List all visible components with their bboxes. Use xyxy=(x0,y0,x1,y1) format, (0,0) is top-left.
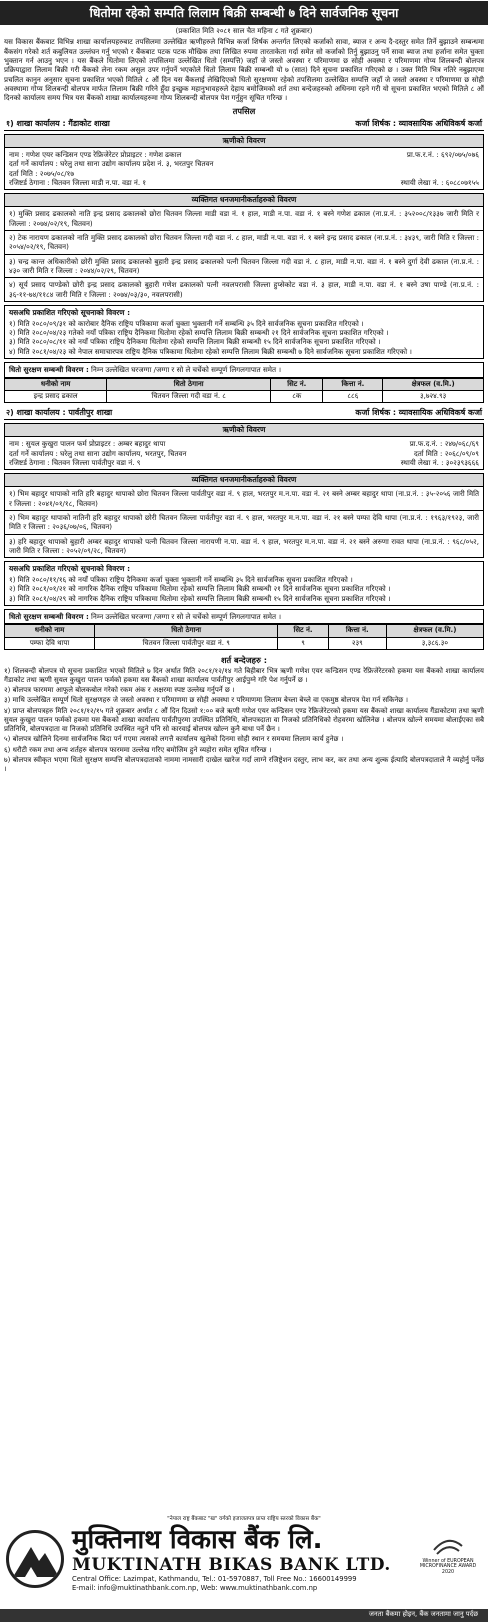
collateral-title-row xyxy=(4,609,484,624)
borrower-line xyxy=(9,150,479,159)
collateral-table xyxy=(4,378,484,403)
intro-paragraph: यस विकास बैंकबाट विभिन्न शाखा कार्यालयहरुबाट तपसिलमा उल्लेखित ऋणीहरुले विभिन्न कर्जा शिर्षक अन्तर्गत लिएको कर्जाको सावा, ब्याज र अन्य दै-दस्तुर समेत तिर्ने बुझाउने सम्बन्धमा बैंकसंग गरेको शर्त कबुलियत उल्लंघन गर्नु भएको र बैंकबाट पटक पटक मौखिक तथा लिखित रुपमा तारताकेता गर्दा समेत सो कर्जाको तिर्नु बुझाउनु पर्ने सावा ब्याज तथा हर्जाना समेत चुक्ता भुक्तान गर्न आउनु भएन । यस बैंकले धितोमा लिएको तपसिलमा उल्लेखित धितो (सम्पत्ति) जहाँ जे जस्तो अवस्था र परिमाणमा छ सोही अवस्था र परिमाणमा गोप्य शिलबन्दी बोलपत्र प्रक्रियाद्वारा लिलाम बिक्री गरी बैंकको लेना रकम असुल उपर गर्नुपर्ने भएकोले धितो लिलाम बिक्री सम्बन्धी यो ७ (सात) दिने सूचना प्रकाशित गरिएको छ । उक्त मिति भित्र नतिरे नबुझाएमा प्रचलित कानुन अनुसार सूचना प्रकाशित भएको मितिले ८ औं दिन यस बैंकलाई लेखिदिएको धितो सुरक्षणमा रहेको तपसिलमा उल्लेखित सम्पत्ति जहाँ जे जस्तो अवस्था र परिमाणमा छ सोही अवस्थामा गोप्य शिलबन्दी बोलपत्र मार्फत लिलाम बिक्री गरिने हुँदा इच्छुक महानुभावहरुले देहाय बमोजिमको शर्त तथा बन्देजहरुको अधिनमा रहने गरी यो सूचना प्रकाशित भएको मितिले ८ औं दिनको कार्यालय समय भित्र यस बैंकको शाखा कार्यालयहरुमा गोप्य शिलबन्दी बोलपत्र पेश गर्नुहुन सूचित गरिन्छ । xyxy=(4,37,484,103)
table-header: क्षेत्रफल (व.मि.) xyxy=(386,625,483,637)
conditions-list xyxy=(4,667,484,775)
table-row xyxy=(5,390,484,402)
condition-item: ६) धरौटी रकम तथा अन्य शर्तहरु बोलपत्र फारममा उल्लेख गरिए बमोजिम हुने व्यहोरा समेत सूचित गरिन्छ । xyxy=(4,745,272,754)
bank-name-np: मुक्तिनाथ विकास बैंक लि. xyxy=(72,1525,323,1556)
borrower-line xyxy=(9,449,479,458)
guarantor-item: २) टेक नारायण ढकालको नाति मुक्ति प्रसाद ढकालको छोरा चितवन जिल्ला गदी वडा नं. ८ हाल, माडी न.पा. वडा नं. १ बस्ने इन्द्र प्रसाद ढकाल (ना.प्र.नं. : ३४३९, जारी मिति र जिल्ला : २०५४/०२/१९, चितवन) xyxy=(5,231,483,255)
tapsil-heading: तपसिल xyxy=(232,105,256,116)
guarantor-item: ३) हरि बहादुर थापाको बुहारी अम्बर बहादुर थापाको पत्नी चितवन जिल्ला नारायणी न.पा. वडा नं. ९ हाल, भरतपुर म.न.पा. वडा नं. २१ बस्ने अरुणा रावत थापा (ना.प्र.नं. : ९६८/०५२, जारी मिति र जिल्ला : २०५२/०९/२८, चितवन) xyxy=(9,536,479,556)
notice-page xyxy=(0,1,488,1622)
award-swirl-icon xyxy=(431,1536,465,1556)
borrower-box xyxy=(4,134,484,190)
contact-email-web: E-mail: info@muktinathbank.com.np, Web: www.muktinathbank.com.np xyxy=(72,1583,318,1592)
branch-office: २) शाखा कार्यालय : पार्वतीपुर शाखा xyxy=(6,407,113,417)
borrower-left: दर्ता मिति : २०७५/०८/१७ xyxy=(9,168,75,178)
borrower-heading: ऋणीको विवरण xyxy=(5,135,483,148)
condition-item: १) शिलबन्दी बोलपत्र यो सूचना प्रकाशित भएको मितिले ७ दिन अर्थात मिति २०८१/१२/१४ गते बिहीबार भित्र ऋणी गणेश एयर कन्डिसन एण्ड रेफ्रिजेरेटरको हकमा यस बैंकको शाखा कार्यालय गैंडाकोट तथा ऋणी सुयल कुखुरा पालन फर्मको हकमा यस बैंकको शाखा कार्यालय पार्वतीपुर आईपुग्ने गरि पेश गर्नुपर्ने छ । xyxy=(4,666,484,685)
guarantor-item: १) मुक्ति प्रसाद ढकालको नाति इन्द्र प्रसाद ढकालको छोरा चितवन जिल्ला माडी वडा नं. १ हाल, माडी न.पा. वडा नं. १ बस्ने गणेश ढकाल (ना.प्र.नं. : ३५२००८/१३३७ जारी मिति र जिल्ला : २०७४/०२/१९, चितवन) xyxy=(5,207,483,231)
borrower-left: नाम : सुयल कुखुरा पालन फर्म प्रोप्राइटर : अम्बर बहादुर थापा xyxy=(9,439,166,449)
condition-item: ५) बोलपत्र खोलिने दिनमा सार्वजनिक बिदा पर्न गएमा त्यसको लगत्तै कार्यालय खुलेको दिनमा सोही स्थान र समयमा लिलाम कार्य हुनेछ । xyxy=(4,735,344,744)
table-cell: चितवन जिल्ला पार्वतीपुर वडा नं. ९ xyxy=(95,637,278,649)
condition-item: २) बोलपत्र फारममा आफूले बोलकबोल गरेको रकम अंक र अक्षरमा स्पष्ट उल्लेख गर्नुपर्ने छ । xyxy=(4,686,235,695)
borrower-line xyxy=(9,439,479,448)
previous-notice-box xyxy=(4,561,484,606)
mountain-logo-icon xyxy=(6,1530,64,1588)
borrower-box xyxy=(4,423,484,470)
guarantor-box xyxy=(4,473,484,558)
borrower-right: प्रा.फ.द.नं. : २४७/०६८/६९ xyxy=(409,439,479,449)
previous-notice-item: ३) मिति २०८०/०८/११ को नयाँ पत्रिका राष्ट्रिय दैनिकमा धितोमा रहेको सम्पत्ति लिलाम बिक्री सम्बन्धी १५ दिने सार्वजनिक सूचना प्रकाशित गरिएको । xyxy=(9,337,381,347)
table-cell: ३,३८६.३० xyxy=(386,637,483,649)
previous-notice-title: यसअघि प्रकाशित गरिएको सूचनाको विवरण : xyxy=(9,308,130,318)
conditions-title: शर्त बन्देजहरु : xyxy=(220,654,268,665)
borrower-details xyxy=(5,148,483,189)
borrower-left: दर्ता गर्ने कार्यालय : घरेलु तथा साना उद्योग कार्यालय प्रदेश नं. ३, भरतपुर चितवन xyxy=(9,159,214,169)
table-header: धितो ठेगाना xyxy=(95,625,278,637)
award-badge xyxy=(416,1536,480,1575)
table-cell: ८८६ xyxy=(323,390,383,402)
previous-notice-body xyxy=(5,562,483,605)
guarantor-box xyxy=(4,193,484,302)
award-text: Winner of EUROPEAN MICROFINANCE AWARD 2020 xyxy=(419,1558,477,1575)
bank-tagline: जनता बैंकमा होइन, बैंक जनतामा जानु पर्दछ xyxy=(0,1609,488,1622)
borrower-left: रजिष्टर्ड ठेगाना : चितवन जिल्ला पार्वतीपुर वडा नं. ९ xyxy=(9,458,141,468)
notice-title: धितोमा रहेको सम्पति लिलाम बिक्री सम्बन्धी ७ दिने सार्वजनिक सूचना xyxy=(0,1,488,25)
table-cell: चितवन जिल्ला गदी वडा नं. ८ xyxy=(107,390,271,402)
table-header: सिट नं. xyxy=(271,378,323,390)
borrower-right: दर्ता मिति : २०६८/०९/०९ xyxy=(413,448,479,458)
condition-item: ७) बोलपत्र स्वीकृत भएमा धितो सुरक्षण सम्पत्ति बोलपत्रदाताको नाममा नामसारी दाखेल खारेज गर्दा लाग्ने रजिष्ट्रेशन दस्तुर, लाभ कर, कर तथा अन्य शुल्क ईत्यादि बोलपत्रदाताले नै व्यहोर्नु पर्नेछ । xyxy=(4,755,484,774)
previous-notice-title: यसअघि प्रकाशित गरिएको सूचनाको विवरण : xyxy=(9,564,130,574)
previous-notice-body xyxy=(5,306,483,358)
collateral-table xyxy=(4,624,484,649)
loan-title: कर्जा शिर्षक : व्यावसायिक अधिविकर्ष कर्जा xyxy=(355,407,482,417)
borrower-left: रजिष्टर्ड ठेगाना : चितवन जिल्ला माडी न.पा. वडा नं. १ xyxy=(9,177,147,187)
collateral-desc: निम्न उल्लेखित घरजग्गा /जग्गा र सो ले चर्चेको सम्पूर्ण लिगलगापात समेत । xyxy=(91,612,282,622)
license-tag: "नेपाल राष्ट्र बैंकबाट "ख" वर्गको इजाजतपत्र प्राप्त राष्ट्रिय स्तरको विकास बैंक" xyxy=(167,1516,321,1522)
previous-notice-item: २) मिति २०८१/०१/२१ को नागरिक दैनिक राष्ट्रिय पत्रिकामा धितोमा रहेको सम्पत्ति लिलाम बिक्री सम्बन्धी २१ दिने सार्वजनिक सूचना प्रकाशित गरिएको । xyxy=(9,584,391,594)
footer xyxy=(0,1516,488,1592)
previous-notice-item: ४) मिति २०८१/०४/२३ को नेपाल समाचारपत्र राष्ट्रिय दैनिक पत्रिकामा धितोमा रहेको सम्पत्ति लिलाम बिक्री सम्बन्धी ७ दिने सार्वजनिक सूचना प्रकाशित गरिएको । xyxy=(9,346,412,356)
branch-row xyxy=(4,118,484,131)
borrower-line xyxy=(9,458,479,467)
sections xyxy=(4,118,484,650)
collateral-title: धितो सुरक्षण सम्बन्धी विवरण : xyxy=(9,365,89,375)
table-header: धितो ठेगाना xyxy=(107,378,271,390)
condition-item: ४) प्राप्त बोलपत्रहरु मिति २०८१/१२/१५ गते शुक्रबार अर्थात ८ औं दिन दिउसो १:०० बजे ऋणी गणेश एयर कन्डिसन एण्ड रेफ्रिजेरेटरको हकमा यस बैंकको शाखा कार्यालय गैंडाकोटमा तथा ऋणी सुयल कुखुरा पालन फर्मको हकमा यस बैंकको शाखा कार्यालय पार्वतीपुरमा उपस्थित प्रतिनिधि, बोलपत्रदाता वा निजको प्रतिनिधिको रोहवरमा खोलिनेछ । बोलपत्र खोल्ने समयमा बोलाईएका सबै प्रतिनिधि, बोलपत्रदाता वा निजको प्रतिनिधि उपस्थित नहुने पनि सो कारवाई बोलपत्र खोल्न कुनै बाधा पर्ने छैन । xyxy=(4,706,484,734)
borrower-details xyxy=(5,437,483,469)
borrower-line xyxy=(9,159,479,168)
loan-title: कर्जा शिर्षक : व्यावसायिक अधिविकर्ष कर्जा xyxy=(355,118,482,128)
previous-notice-box xyxy=(4,305,484,359)
previous-notice-item: ३) मिति २०८१/०४/२९ को नागरिक दैनिक राष्ट्रिय पत्रिकामा धितोमा रहेको सम्पत्ति लिलाम बिक्री सम्बन्धी १५ दिने सार्वजनिक सूचना प्रकाशित गरिएको । xyxy=(9,593,391,603)
borrower-left: नाम : गणेश एयर कन्डिसन एण्ड रेफ्रिजेरेटर प्रोप्राइटर : गणेश ढकाल xyxy=(9,149,182,159)
table-cell: ३,७२४.९३ xyxy=(383,390,484,402)
branch-office: १) शाखा कार्यालय : गैंडाकोट शाखा xyxy=(6,118,110,128)
borrower-right: स्थायी लेखा नं. : ३०२३९३६६६ xyxy=(400,458,479,468)
collateral-title: धितो सुरक्षण सम्बन्धी विवरण : xyxy=(9,612,89,622)
guarantor-item: ३) चन्द्र कान्त अधिकारीको छोरी मुक्ति प्रसाद ढकालको बुहारी इन्द्र प्रसाद ढकालको पत्नी चितवन जिल्ला गदी वडा नं. ८ हाल, माडी न.पा. वडा नं. १ बस्ने दुर्गा देवी ढकाल (ना.प्र.नं. : ४३० जारी मिति र जिल्ला : २०४४/०२/२९, चितवन) xyxy=(5,255,483,279)
borrower-line xyxy=(9,169,479,178)
guarantor-heading: व्यक्तिगत धनजमानीकर्ताहरुको विवरण xyxy=(5,194,483,207)
borrower-right: स्थायी लेखा नं. : ६०८८०७१५५ xyxy=(400,177,479,187)
bank-name-en: MUKTINATH BIKAS BANK LTD. xyxy=(72,1555,391,1576)
table-header: सिट नं. xyxy=(278,625,329,637)
borrower-heading: ऋणीको विवरण xyxy=(5,424,483,437)
table-header: क्षेत्रफल (व.मि.) xyxy=(383,378,484,390)
table-header-row xyxy=(5,378,484,390)
guarantor-item: १) भिम बहादुर थापाको नाति हरि बहादुर थापाको छोरा चितवन जिल्ला पार्वतीपुर वडा नं. ९ हाल, भरतपुर म.न.पा. वडा नं. २१ बस्ने अम्बर बहादुर थापा (ना.प्र.नं. : ३५-२०५६ जारी मिति र जिल्ला : २०४१/०१/१८, चितवन) xyxy=(5,487,483,511)
previous-notice-item: २) मिति २०८०/०४/२३ गतेको नयाँ पत्रिका राष्ट्रिय दैनिकमा धितोमा रहेको सम्पत्ति लिलाम बिक्री सम्बन्धी २१ दिने सार्वजनिक सूचना प्रकाशित गरिएको । xyxy=(9,328,389,338)
central-office: Central Office: Lazimpat, Kathmandu, Tel.: 01-5970887, Toll Free No.: 16600149999 xyxy=(72,1575,357,1584)
published-date: (प्रकाशित मिति २०८१ साल चैत महिना ८ गते शुक्रबार) xyxy=(175,27,313,35)
table-cell: इन्द्र प्रसाद ढकाल xyxy=(5,390,107,402)
collateral-desc: निम्न उल्लेखित घरजग्गा /जग्गा र सो ले चर्चेको सम्पूर्ण लिगलगापात समेत । xyxy=(91,365,282,375)
table-cell: ९ xyxy=(278,637,329,649)
borrower-left: दर्ता गर्ने कार्यालय : घरेलु तथा साना उद्योग कार्यालय, भरतपुर, चितवन xyxy=(9,448,187,458)
guarantor-heading: व्यक्तिगत धनजमानीकर्ताहरुको विवरण xyxy=(5,474,483,487)
borrower-line xyxy=(9,178,479,187)
bank-logo-block xyxy=(6,1525,482,1592)
table-header: धनीको नाम xyxy=(5,625,95,637)
table-header-row xyxy=(5,625,484,637)
borrower-right: प्रा.फ.र.नं. : ६९२/०७५/०७६ xyxy=(406,149,479,159)
branch-row xyxy=(4,407,484,420)
table-row xyxy=(5,637,484,649)
guarantor-item: ४) सूर्य प्रसाद पाण्डेको छोरी इन्द्र प्रसाद ढकालको बुहारी गणेश ढकालको पत्नी नवलपरासी जिल्ला हुप्सेकोट वडा नं. ३ हाल, माडी न.पा. वडा नं. १ बस्ने उषा पाण्डे (ना.प्र.नं. : ३६-११-७४/११८४ जारी मिति र जिल्ला : २०७४/०३/३०, नवलपरासी) xyxy=(9,280,479,299)
previous-notice-item: १) मिति २०८०/०९/३१ को कारोबार दैनिक राष्ट्रिय पत्रिकामा कर्जा चुक्ता भुक्तानी गर्ने सम्बन्धि ३५ दिने सार्वजनिक सूचना प्रकाशित गरिएको । xyxy=(9,318,364,328)
guarantor-item: २) भिम बहादुर थापाको नातिनी हरि बहादुर थापाको छोरी चितवन जिल्ला पार्वतीपुर वडा नं. ९ हाल, भरतपुर म.न.पा. वडा नं. २१ बस्ने पम्फा देवि थापा (ना.प्र.नं. : १९६३/१९२३, जारी मिति र जिल्ला : २०३६/०७/०६, चितवन) xyxy=(5,511,483,535)
table-cell: पम्फा देवि थापा xyxy=(5,637,95,649)
table-header: धनीको नाम xyxy=(5,378,107,390)
table-header: कित्ता नं. xyxy=(323,378,383,390)
branch-section xyxy=(4,407,484,650)
condition-item: ३) माथि उल्लेखित सम्पूर्ण धितो सुरक्षणहरु जे जस्तो अवस्था र परिमाणमा छ सोही अवस्था र परिमाणमा लिलाम बेच्ला बेच्ले वा एकमुष्ठ बोलपत्र पेश गर्न सकिनेछ । xyxy=(4,696,409,705)
collateral-title-row xyxy=(4,362,484,377)
table-header: कित्ता नं. xyxy=(328,625,386,637)
table-cell: ८क xyxy=(271,390,323,402)
table-cell: २३९ xyxy=(328,637,386,649)
branch-section xyxy=(4,118,484,403)
previous-notice-item: १) मिति २०८०/११/१६ को नयाँ पत्रिका राष्ट्रिय दैनिकमा कर्जा चुक्ता भुक्तानी गर्ने सम्बन्धि ३५ दिने सार्वजनिक सूचना प्रकाशित गरिएको । xyxy=(9,575,353,585)
